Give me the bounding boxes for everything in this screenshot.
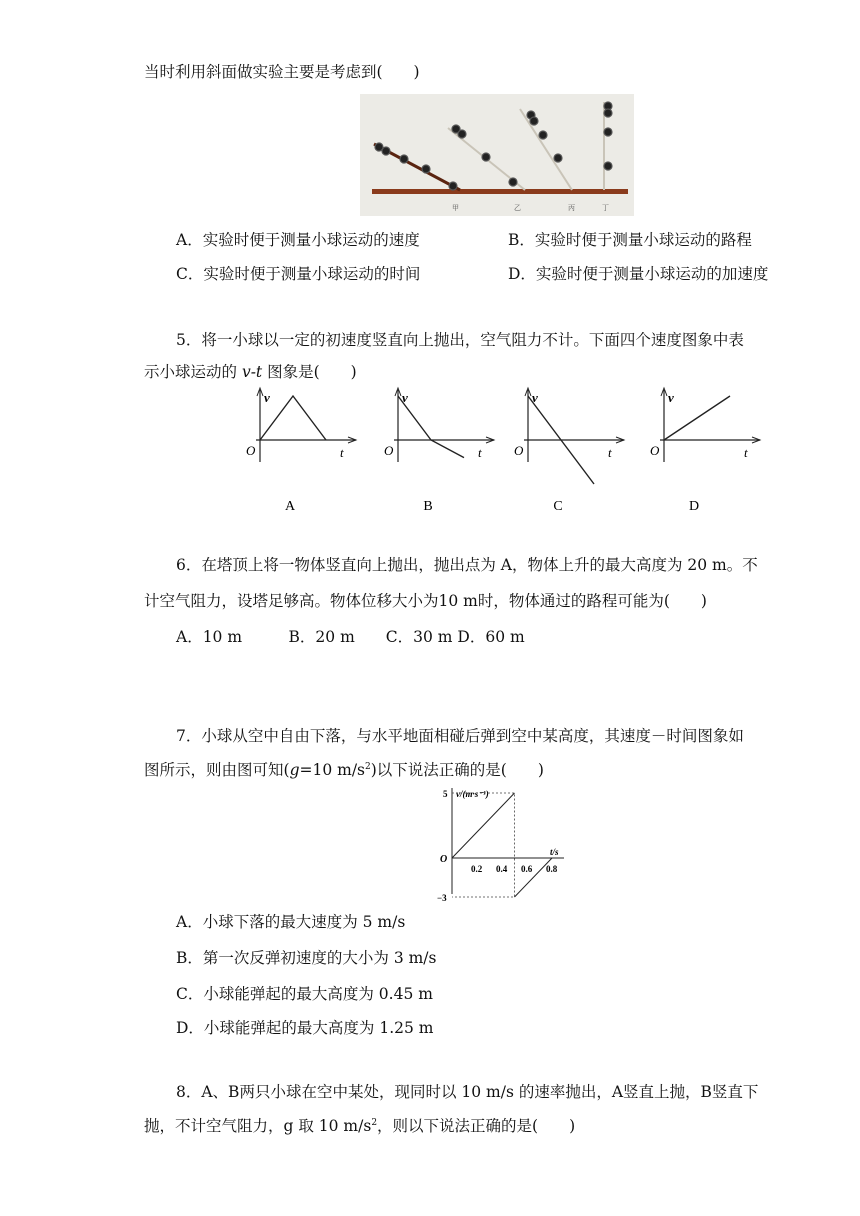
x-tick-label: 0.6 [521,864,533,874]
graph-label: D [688,499,700,514]
axis-label-v: v [402,390,408,405]
q6-options: A．10 m B．20 m C．30 m D．60 m [176,628,525,646]
q7-text: 图所示，则由图可知( [144,761,290,779]
q5-vt-graphs [236,384,756,516]
series-fall [452,793,515,858]
series-line [260,396,326,440]
q7-text: )以下说法正确的是( ) [370,761,544,779]
q7-option-c: C．小球能弹起的最大高度为 0.45 m [176,985,433,1003]
q8-stem-line1: 8．A、B两只小球在空中某处，现同时以 10 m/s 的速率抛出，A竖直上抛，B竖直下 [176,1083,759,1101]
x-tick-label: 0.8 [546,864,558,874]
q5-var: v-t [241,363,263,381]
photo-label: 丁 [602,204,609,212]
vt-graph-B [384,388,494,514]
origin-label: O [384,443,394,458]
q5-text: 图象是( ) [262,363,357,381]
q6-stem-line1: 6．在塔顶上将一物体竖直向上抛出，抛出点为 A，物体上升的最大高度为 20 m。不 [176,556,758,574]
q8-stem-line2 [144,1116,575,1136]
guide-lines [452,793,515,897]
origin-label: O [650,443,660,458]
axis-label-t: t [608,445,612,460]
graph-label: C [553,499,563,514]
axis-label-v: v [532,390,538,405]
q4-stem: 当时利用斜面做实验主要是考虑到( ) [144,63,420,81]
vt-graph-A [246,388,356,514]
origin-label: O [440,854,448,865]
q4-option-c: C．实验时便于测量小球运动的时间 [176,265,421,283]
q8-text: ，则以下说法正确的是( ) [377,1117,576,1135]
q8-text: 抛，不计空气阻力，g 取 10 m/s [144,1117,372,1135]
q6-stem-line2: 计空气阻力，设塔足够高。物体位移大小为10 m时，物体通过的路程可能为( ) [144,592,707,610]
series-line [398,396,464,458]
axis-label-t: t [478,445,482,460]
q7-option-a: A．小球下落的最大速度为 5 m/s [176,913,406,931]
q5-stem-line1: 5．将一小球以一定的初速度竖直向上抛出，空气阻力不计。下面四个速度图象中表 [176,331,744,349]
axis-label-v: v/(m·s⁻¹) [456,789,489,799]
y-tick-label: 5 [443,789,448,799]
vt-graph-D [650,388,760,514]
axis-label-v: v [668,390,674,405]
q8-sup: 2 [371,1118,378,1128]
photo-label: 甲 [452,204,459,212]
q7-option-b: B．第一次反弹初速度的大小为 3 m/s [176,949,437,967]
q7-stem-line2 [144,760,544,780]
x-tick-label: 0.2 [471,864,483,874]
incline-experiment-photo [360,94,634,216]
photo-label: 丙 [568,204,575,212]
q7-var-g: g [289,761,300,779]
axis-label-t: t/s [550,847,559,857]
q7-option-d: D．小球能弹起的最大高度为 1.25 m [176,1019,434,1037]
q5-stem-line2 [144,362,357,382]
q7-text: =10 m/s [299,761,366,779]
q5-text: 示小球运动的 [144,363,242,381]
q7-sup: 2 [365,762,371,772]
axis-label-v: v [264,390,270,405]
x-tick-label: 0.4 [496,864,508,874]
origin-label: O [514,443,524,458]
q4-option-a: A．实验时便于测量小球运动的速度 [176,231,420,249]
graph-label: B [423,499,433,514]
origin-label: O [246,443,256,458]
photo-label: 乙 [514,204,521,212]
axis-label-t: t [340,445,344,460]
y-tick-label: −3 [437,893,447,903]
graph-label: A [284,499,296,514]
series-line [664,396,730,440]
q4-option-d: D．实验时便于测量小球运动的加速度 [508,265,769,283]
vt-graph-C [514,388,624,514]
q4-option-b: B．实验时便于测量小球运动的路程 [508,231,752,249]
q7-stem-line1: 7．小球从空中自由下落，与水平地面相碰后弹到空中某高度，其速度－时间图象如 [176,727,744,745]
q7-vt-graph [420,786,570,903]
axis-label-t: t [744,445,748,460]
